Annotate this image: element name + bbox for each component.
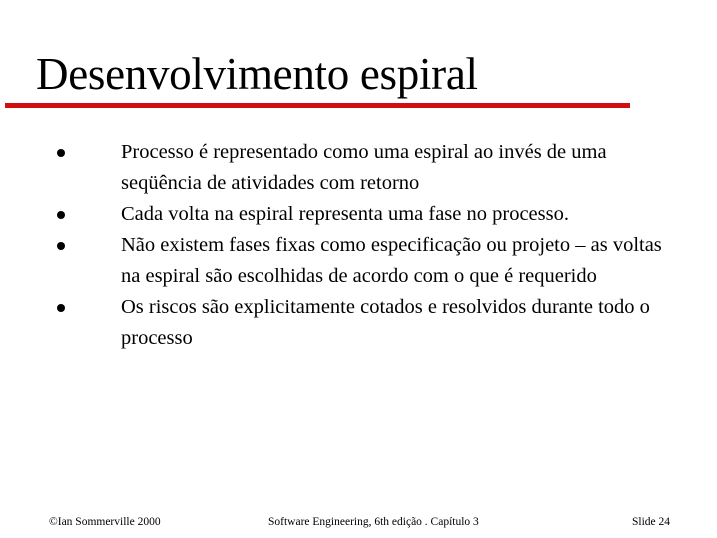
- bullet-item: [0, 199, 681, 230]
- bullet-dot-icon: [57, 304, 65, 312]
- bullet-item: [0, 230, 681, 292]
- bullet-item: [0, 137, 681, 199]
- bullet-dot-icon: [57, 149, 65, 157]
- bullet-text: Processo é representado como uma espiral ao invés de uma seqüência de atividades com retorno: [121, 141, 607, 194]
- footer-book-reference: Software Engineering, 6th edição . Capítulo 3: [268, 516, 479, 528]
- footer-slide-number: Slide 24: [632, 516, 671, 528]
- title-underline: [5, 103, 630, 108]
- bullet-dot-icon: [57, 242, 65, 250]
- bullet-list: [0, 137, 717, 354]
- bullet-text: Não existem fases fixas como especificação ou projeto – as voltas na espiral são escolhidas de acordo com o que é requerido: [121, 234, 662, 287]
- bullet-text: Cada volta na espiral representa uma fase no processo.: [121, 203, 569, 225]
- bullet-text: Os riscos são explicitamente cotados e resolvidos durante todo o processo: [121, 296, 650, 349]
- bullet-dot-icon: [57, 211, 65, 219]
- bullet-item: [0, 292, 681, 354]
- footer-copyright: ©Ian Sommerville 2000: [49, 516, 161, 528]
- slide-title: Desenvolvimento espiral: [36, 49, 478, 99]
